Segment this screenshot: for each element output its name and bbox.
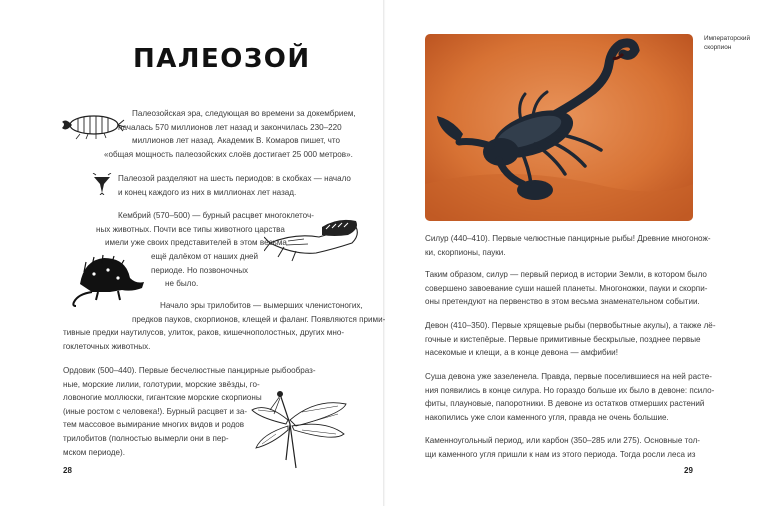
text-line: миллионов лет назад. Академик В. Комаров пишет, что: [132, 136, 341, 146]
photo-caption: Императорский скорпион: [704, 35, 751, 51]
small-arthropod-sketch: [92, 173, 112, 195]
text-line: ловоногие моллюски, гигантские морские скорпионы: [63, 393, 262, 403]
book-gutter: [383, 0, 387, 506]
paragraph-carboniferous: [425, 434, 700, 461]
dragonfly-sketch: [246, 390, 351, 470]
text-line: «общая мощность палеозойских слоёв достигает 25 000 метров».: [104, 149, 353, 159]
text-line: (иные ростом с человека!). Бурный расцвет и за-: [63, 406, 248, 416]
fish-icon: [264, 213, 364, 263]
text-line: Ордовик (500–440). Первые бесчелюстные панцирные рыбообраз-: [63, 366, 316, 375]
text-line: накопились уже слои каменного угля, правда не очень большие.: [425, 412, 669, 422]
paragraph-devonian: [425, 319, 716, 360]
scorpion-icon: [425, 34, 693, 221]
text-line: Девон (410–350). Первые хрящевые рыбы (первобытные акулы), а также лё-: [425, 321, 716, 330]
text-line: имели уже своих представителей в этом весьма: [105, 238, 287, 248]
text-line: тем массовое вымирание многих видов и родов: [63, 420, 245, 430]
paragraph-silurian: [425, 232, 711, 259]
text-line: Начало эры трилобитов — вымерших членистоногих,: [160, 301, 363, 310]
dimetrodon-icon: [70, 254, 148, 308]
text-line: и конец каждого из них в миллионах лет назад.: [118, 187, 297, 197]
page-title: ПАЛЕОЗОЙ: [133, 44, 311, 74]
arthropod-icon: [92, 173, 112, 195]
trilobite-sketch: [60, 110, 126, 140]
text-line: щи каменного угля пришли к нам из этого периода. Тогда росли леса из: [425, 449, 696, 459]
text-line: гоклеточных животных.: [63, 341, 151, 351]
paragraph-periods: [118, 172, 351, 199]
scorpion-photo: [425, 34, 693, 221]
text-line: Таким образом, силур — первый период в истории Земли, в котором было: [425, 270, 707, 279]
text-line: периоде. Но позвоночных: [151, 265, 249, 275]
page-number-right: 29: [684, 466, 693, 475]
trilobite-icon: [60, 110, 126, 140]
text-line: ные, морские лилии, голотурии, морские звёзды, го-: [63, 379, 260, 389]
text-line: Кембрий (570–500) — бурный расцвет многоклеточ-: [118, 211, 314, 220]
text-line: трилобитов (полностью вымерли они в пер-: [63, 433, 229, 443]
text-line: ещё далёком от наших дней: [151, 252, 259, 261]
text-line: Силур (440–410). Первые челюстные панцирные рыбы! Древние многонож-: [425, 234, 711, 243]
dimetrodon-sketch: [70, 254, 148, 308]
text-line: Палеозойская эра, следующая во времени за докембрием,: [132, 109, 356, 118]
text-line: тивные предки наутилусов, улиток, раков, кишечнополостных, других мно-: [63, 328, 345, 338]
text-line: предков пауков, скорпионов, клещей и фаланг. Появляются прими-: [132, 314, 386, 324]
paragraph-devonian-land: [425, 370, 714, 424]
text-line: ных животных. Почти все типы животного царства: [96, 224, 285, 234]
page-number-left: 28: [63, 466, 72, 475]
paragraph-trilobites: [63, 299, 386, 353]
text-line: не было.: [165, 279, 199, 289]
fossil-fish-sketch: [264, 213, 364, 263]
text-line: оны претендуют на первенство в этом весьма знаменательном событии.: [425, 297, 700, 307]
text-line: ния появились в конце силура. Но гораздо больше их было в девоне: псило-: [425, 385, 715, 395]
text-line: ки, скорпионы, пауки.: [425, 247, 506, 257]
paragraph-cambrian-cont: [151, 250, 258, 291]
text-line: совершено завоевание суши нашей планеты. Многоножки, пауки и скорпи-: [425, 283, 708, 293]
paragraph-intro: [104, 107, 356, 161]
text-line: Палеозой разделяют на шесть периодов: в скобках — начало: [118, 174, 351, 183]
text-line: началась 570 миллионов лет назад и закончилась 230–220: [118, 122, 342, 132]
text-line: мском периоде).: [63, 447, 125, 457]
text-line: Суша девона уже зазеленела. Правда, первые поселившиеся на ней расте-: [425, 372, 712, 381]
paragraph-land-conquest: [425, 268, 707, 309]
text-line: Каменноугольный период, или карбон (350–285 или 275). Основные тол-: [425, 436, 700, 445]
text-line: гочные и кистепёрые. Первые примитивные бескрылые, позднее первые: [425, 334, 701, 344]
text-line: фиты, плауновые, папоротники. В девоне из остатков отмерших растений: [425, 399, 705, 409]
dragonfly-icon: [246, 390, 351, 470]
text-line: насекомые и клещи, а в конце девона — амфибии!: [425, 348, 618, 358]
